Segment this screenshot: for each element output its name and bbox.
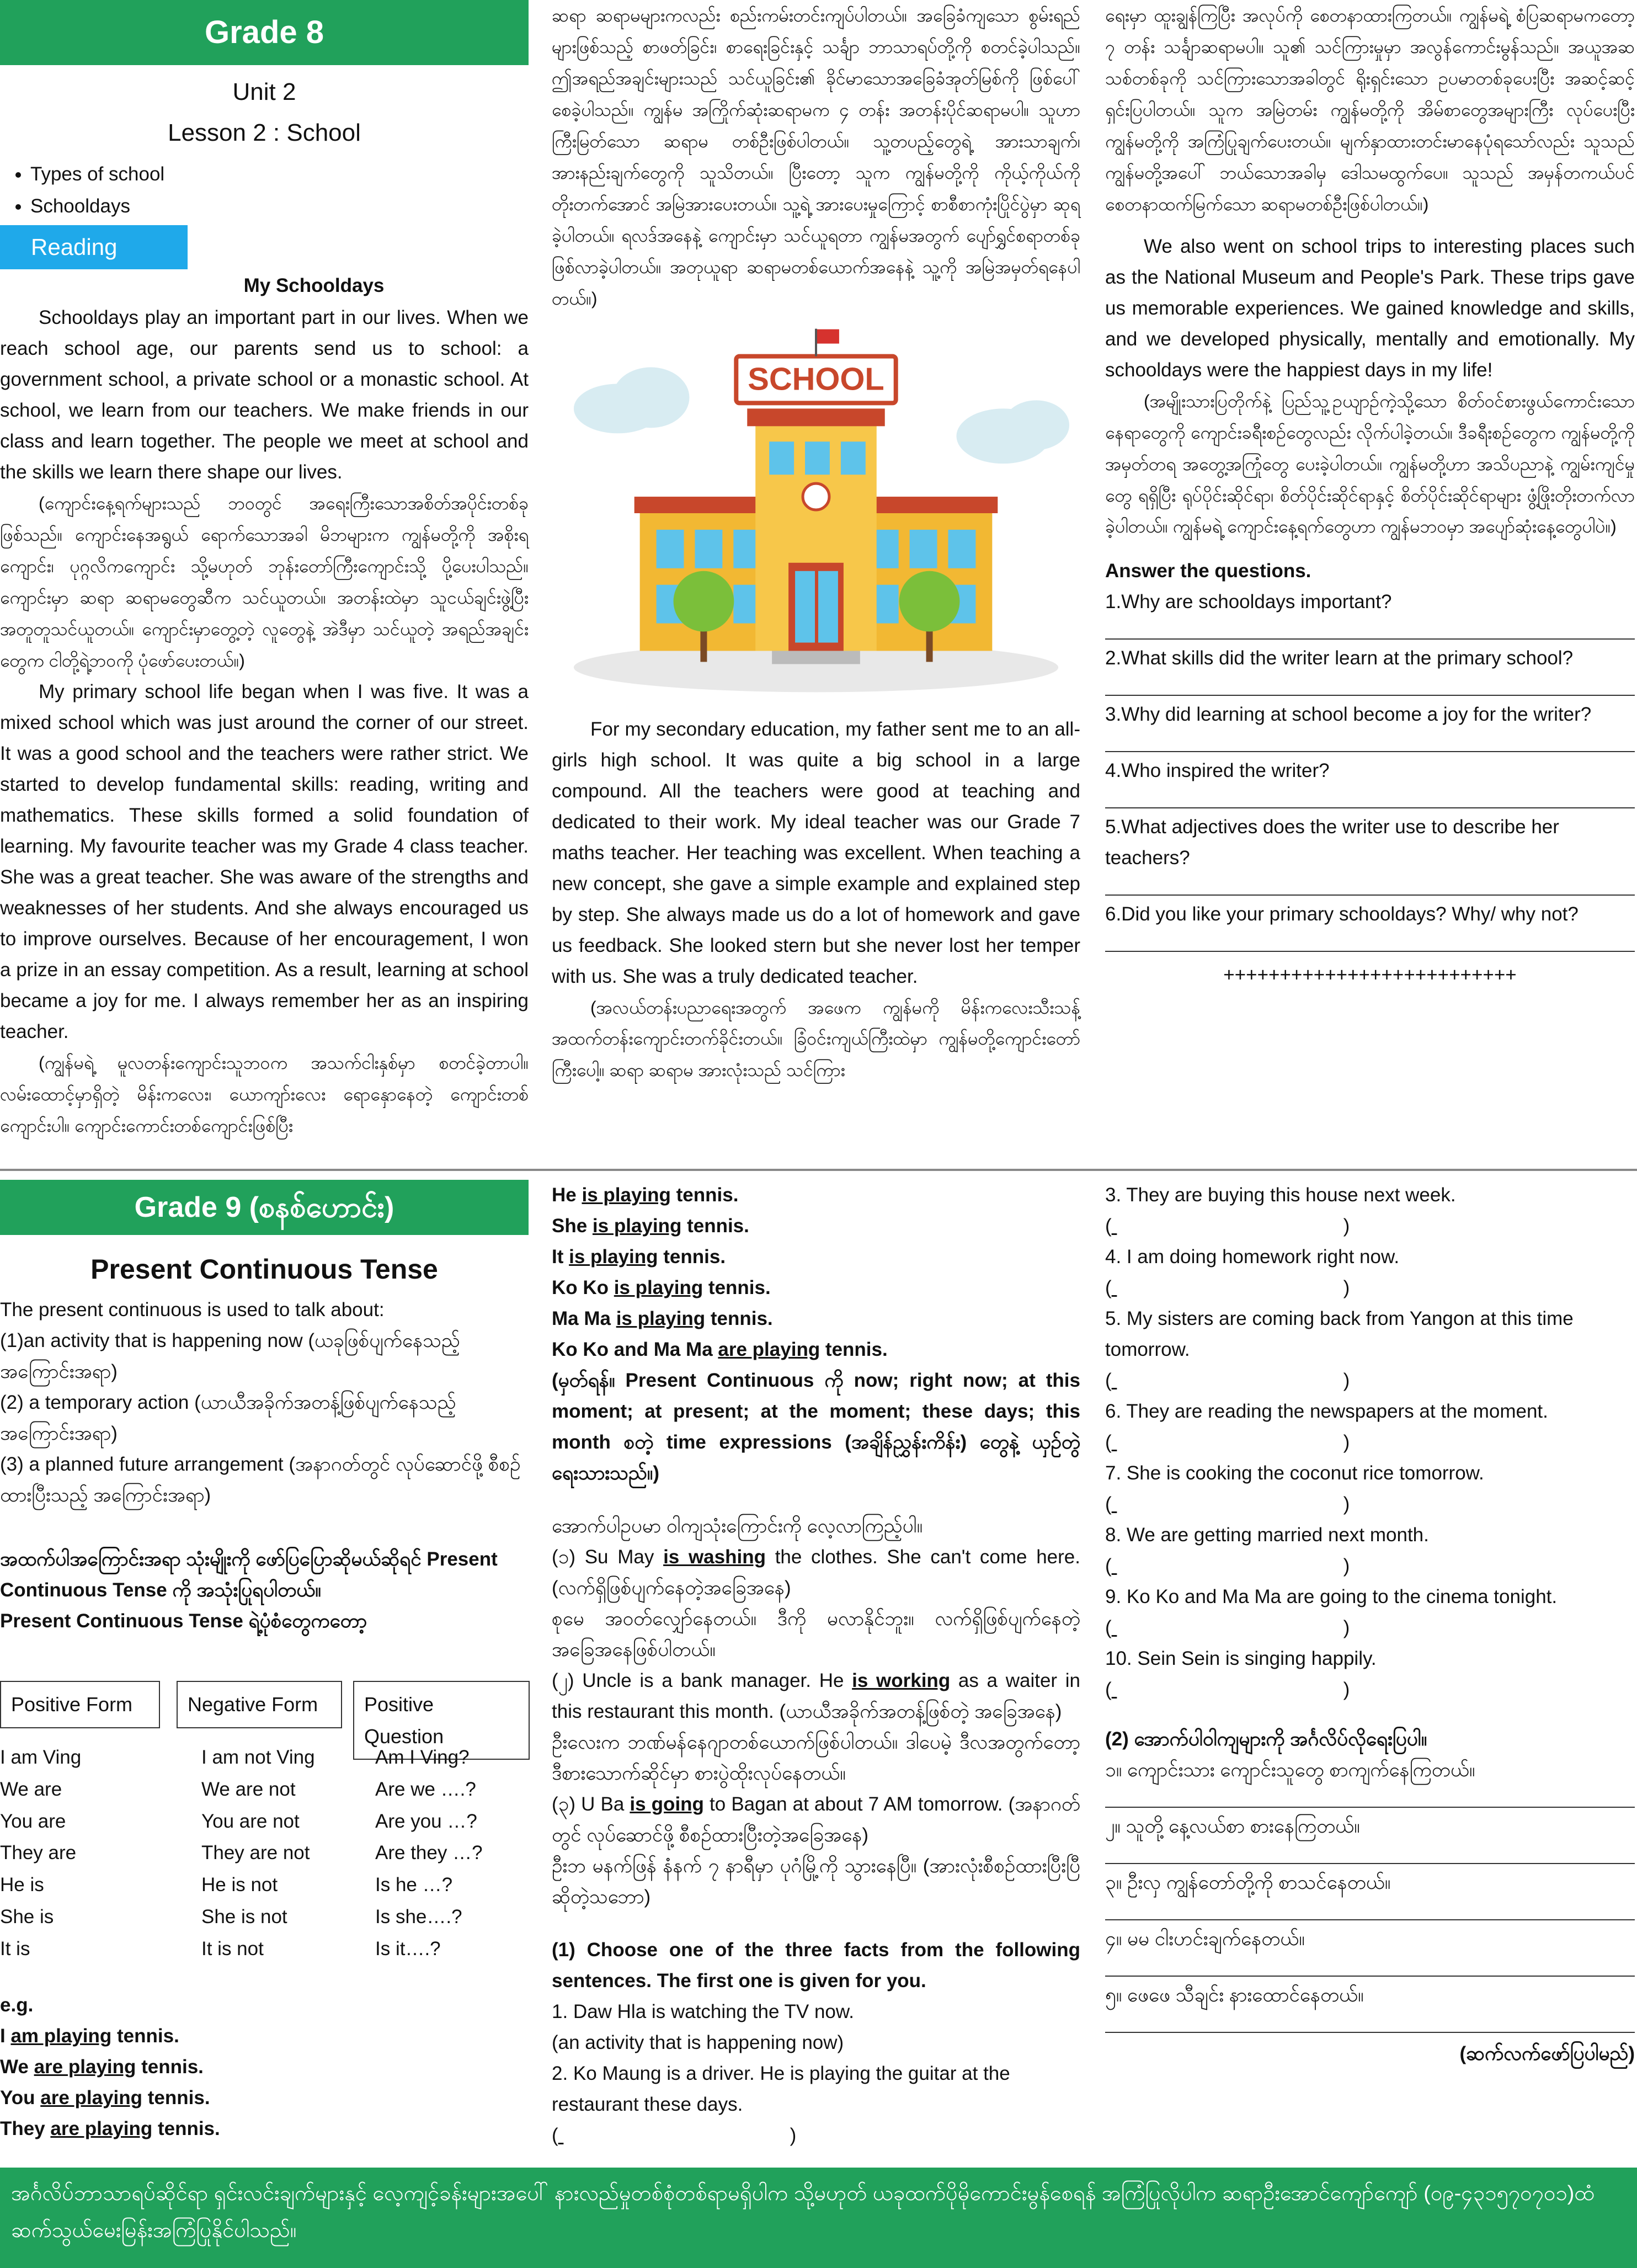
example-three: (၃) U Ba is going to Bagan at about 7 AM tomorrow. (အနာဂတ်တွင် လုပ်ဆောင်ဖို့ စီစဉ်ထားပြီးတဲ့အခြေအနေ): [552, 1793, 1080, 1846]
forms-area: [0, 1681, 529, 1990]
task1-item: 9. Ko Ko and Ma Ma are going to the cinema tonight.: [1105, 1586, 1558, 1607]
school-sign-text: SCHOOL: [748, 361, 884, 397]
cloud-shape: [612, 367, 690, 428]
time-expressions-note: (မှတ်ရန်။ Present Continuous ကို now; right now; at this moment; at present; at the moment; these days; this month စတဲ့ time expressions (အချိန်ညွှန်းကိန်း) တွေနဲ့ ယှဉ်တွဲရေးသားသည်။): [552, 1370, 1080, 1484]
paragraph-en: My primary school life began when I was five. It was a mixed school which was just around the corner of our street. It was a good school and the teachers were rather strict. We started to develop fundamental skills: reading, writing and mathematics. These skills formed a solid foundation of learning. My favourite teacher was my Grade 4 class teacher. She was a great teacher. She was aware of the strengths and weaknesses of her students. And she always encouraged us to improve ourselves. Because of her encouragement, I won a prize in an essay competition. As a result, learning at school became a joy for me. I always remember her as an inspiring teacher.: [0, 681, 529, 1042]
intro: The present continuous is used to talk about:: [0, 1299, 385, 1321]
grade8-col3: [1105, 0, 1635, 991]
question-list: [1105, 587, 1635, 952]
answer-blank[interactable]: ( ): [1105, 1277, 1350, 1298]
answer-line[interactable]: [1105, 932, 1635, 952]
form-item: They are: [0, 1842, 77, 1864]
eg-label: e.g.: [0, 1994, 34, 2016]
task1-item: 7. She is cooking the coconut rice tomorrow.: [1105, 1462, 1484, 1484]
question-item: 6.Did you like your primary schooldays? Why/ why not?: [1105, 903, 1579, 925]
task1-title: (1) Choose one of the three facts from the following sentences. The first one is given for you.: [552, 1939, 1080, 1992]
form-item: He is: [0, 1874, 44, 1896]
question-item: 4.Who inspired the writer?: [1105, 760, 1330, 782]
task1-item: 4. I am doing homework right now.: [1105, 1246, 1400, 1268]
answer-line[interactable]: [1105, 789, 1635, 808]
answer-line[interactable]: [1105, 620, 1635, 640]
form-item: Are we ….?: [375, 1778, 476, 1800]
paragraph-en: We also went on school trips to interesting places such as the National Museum and People's Park. These trips gave us memorable experiences. We gained knowledge and skills, and we developed physically, mentally and emotionally. My schooldays were the happiest days in my life!: [1105, 235, 1635, 381]
task2-item: ၃။ ဦးလှ ကျွန်တော်တို့ကို စာသင်နေတယ်။: [1105, 1872, 1391, 1893]
form-item: I am Ving: [0, 1747, 82, 1768]
form-item: He is not: [201, 1874, 278, 1896]
task2-item: ၅။ ဖေဖေ သီချင်း နားထောင်နေတယ်။: [1105, 1984, 1364, 2006]
answer-line[interactable]: [1105, 732, 1635, 752]
example-sentence: She is playing tennis.: [552, 1215, 749, 1237]
look-below: အောက်ပါဥပမာ ဝါကျသုံးကြောင်းကို လေ့လာကြည့်ပါ။: [552, 1515, 923, 1537]
questions-title: Answer the questions.: [1105, 560, 1311, 582]
form-item: She is not: [201, 1905, 287, 1928]
paragraph-en: For my secondary education, my father sent me to an all-girls high school. It was quite a big school in a large compound. All the teachers were good at teaching and dedicated to their work. My ideal teacher was our Grade 7 maths teacher. Her teaching was excellent. When teaching a new concept, she gave a simple example and explained step by step. She always made us do a lot of homework and gave us feedback. She looked stern but she never lost her temper with us. She was a truly dedicated teacher.: [552, 718, 1080, 987]
answer-blank[interactable]: ( ): [552, 2125, 797, 2146]
positive-question-header: Positive Question: [353, 1681, 530, 1760]
task2-title: (2) အောက်ပါဝါကျများကို အင်္ဂလိပ်လိုရေးပြပါ။: [1105, 1728, 1427, 1750]
tree-icon: [674, 571, 734, 631]
answer-blank[interactable]: ( ): [1105, 1215, 1350, 1237]
answer-line[interactable]: [1105, 2013, 1635, 2033]
form-item: We are: [0, 1778, 62, 1800]
section-divider: [0, 1169, 1637, 1171]
example-sentence: Ma Ma is playing tennis.: [552, 1308, 773, 1329]
answer-line[interactable]: [1105, 876, 1635, 896]
paragraph-mm: (အမျိုးသားပြတိုက်နဲ့ ပြည်သူ့ဥယျာဉ်ကဲ့သို့သော စိတ်ဝင်စားဖွယ်ကောင်းသော နေရာတွေကို ကျောင်းခရီးစဉ်တွေလည်း လိုက်ပါခဲ့တယ်။ ဒီခရီးစဉ်တွေက ကျွန်မတို့ကို အမှတ်တရ အတွေ့အကြုံတွေ ပေးခဲ့ပါတယ်။ ကျွန်မတို့ဟာ အသိပညာနဲ့ ကျွမ်းကျင်မှုတွေ ရရှိပြီး ရုပ်ပိုင်းဆိုင်ရာ၊ စိတ်ပိုင်းဆိုင်ရာနှင့် စိတ်ပိုင်းဆိုင်ရာများ ဖွံ့ဖြိုးတိုးတက်လာခဲ့ပါတယ်။ ကျွန်မရဲ့ ကျောင်းနေ့ရက်တွေဟာ ကျွန်မဘဝမှာ အပျော်ဆုံးနေ့တွေပါပဲ။): [1105, 391, 1635, 537]
form-item: I am not Ving: [201, 1747, 315, 1768]
example-sentence: Ko Ko is playing tennis.: [552, 1277, 771, 1298]
clock-icon: [803, 483, 829, 510]
form-item: Is it….?: [375, 1937, 441, 1960]
paragraph-mm: (ကျောင်းနေ့ရက်များသည် ဘဝတွင် အရေးကြီးသောအစိတ်အပိုင်းတစ်ခုဖြစ်သည်။ ကျောင်းနေအရွယ် ရောက်သောအခါ မိဘများက ကျွန်မတို့ကို အစိုးရကျောင်း၊ ပုဂ္ဂလိကကျောင်း သို့မဟုတ် ဘုန်းတော်ကြီးကျောင်းသို့ ပို့ပေးပါသည်။ ကျောင်းမှာ ဆရာ ဆရာမတွေဆီက သင်ယူတယ်။ အတန်းထဲမှာ သူငယ်ချင်းဖွဲ့ပြီး အတူတူသင်ယူတယ်။ ကျောင်းမှာတွေ့တဲ့ လူတွေနဲ့ အဲဒီမှာ သင်ယူတဲ့ အရည်အချင်းတွေက ငါတို့ရဲ့ဘဝကို ပုံဖော်ပေးတယ်။): [0, 493, 529, 671]
task2-item: ၂။ သူတို့ နေ့လယ်စာ စားနေကြတယ်။: [1105, 1816, 1360, 1837]
grade9-col2: [552, 1180, 1080, 2151]
negative-forms: [201, 1742, 315, 1964]
example-two: (၂) Uncle is a bank manager. He is working as a waiter in this restaurant this month. (ယာယီအခိုက်အတန့်ဖြစ်တဲ့ အခြေအနေ): [552, 1670, 1080, 1722]
mm-note: အထက်ပါအကြောင်းအရာ သုံးမျိုးကို ဖော်ပြပြောဆိုမယ်ဆိုရင် Present Continuous Tense ကို အသုံးပြုရပါတယ်။: [0, 1548, 498, 1601]
form-item: Are you …?: [375, 1810, 477, 1832]
form-item: Is he …?: [375, 1874, 453, 1896]
answer-line[interactable]: [1105, 1900, 1635, 1920]
windows-center: [769, 441, 866, 475]
use-item: (2) a temporary action (ယာယီအခိုက်အတန့်ဖြစ်ပျက်နေသည့် အကြောင်းအရာ): [0, 1392, 456, 1444]
lesson-title: Lesson 2 : School: [168, 119, 361, 147]
grade8-banner: Grade 8: [0, 0, 529, 65]
flag: [817, 329, 839, 343]
answer-blank[interactable]: ( ): [1105, 1617, 1350, 1638]
form-item: They are not: [201, 1842, 310, 1864]
forms-heading: Present Continuous Tense ရဲ့ပုံစံတွေကတော့: [0, 1610, 367, 1632]
form-item: Am I Ving?: [375, 1747, 470, 1768]
question-item: 3.Why did learning at school become a joy for the writer?: [1105, 704, 1592, 726]
paragraph-mm: ဆရာ ဆရာမများကလည်း စည်းကမ်းတင်းကျပ်ပါတယ်။ အခြေခံကျသော စွမ်းရည်များဖြစ်သည့် စာဖတ်ခြင်း၊ စာရေးခြင်းနှင့် သင်္ချာ ဘာသာရပ်တို့ကို စတင်ခဲ့ပါသည်။ ဤအရည်အချင်းများသည် သင်ယူခြင်း၏ ခိုင်မာသောအခြေခံအုတ်မြစ်ကို ဖြစ်ပေါ်စေခဲ့ပါသည်။ ကျွန်မ အကြိုက်ဆုံးဆရာမက ၄ တန်း အတန်းပိုင်ဆရာမပါ။ သူဟာ ကြီးမြတ်သော ဆရာမ တစ်ဦးဖြစ်ပါတယ်။ သူ့တပည့်တွေရဲ့ အားသာချက်၊ အားနည်းချက်တွေကို သူသိတယ်။ ပြီးတော့ သူက ကျွန်မတို့ကို ကိုယ့်ကိုယ်ကို တိုးတက်အောင် အမြဲအားပေးတယ်။ သူ့ရဲ့ အားပေးမှုကြောင့် စာစီစာကုံးပြိုင်ပွဲမှာ ဆုရခဲ့ပါတယ်။ ရလဒ်အနေနဲ့ ကျောင်းမှာ သင်ယူရတာ ကျွန်မအတွက် ပျော်ရွှင်စရာတစ်ခု ဖြစ်လာခဲ့ပါတယ်။ အတုယူရာ ဆရာမတစ်ယောက်အနေနဲ့ သူ့ကို အမြဲအမှတ်ရနေပါတယ်။): [552, 6, 1080, 308]
question-item: 2.What skills did the writer learn at the primary school?: [1105, 647, 1574, 669]
topic-item: • Schooldays: [30, 190, 529, 222]
task1-item: 3. They are buying this house next week.: [1105, 1184, 1456, 1206]
example-sentence: I am playing tennis.: [0, 2025, 179, 2047]
answer-blank[interactable]: ( ): [1105, 1370, 1350, 1391]
answer-line[interactable]: [1105, 1788, 1635, 1808]
task1-item: 10. Sein Sein is singing happily.: [1105, 1648, 1377, 1669]
door-glass: [818, 571, 838, 642]
example-one: (၁) Su May is washing the clothes. She can't come here. (လက်ရှိဖြစ်ပျက်နေတဲ့အခြေအနေ): [552, 1546, 1080, 1599]
reading-title: My Schooldays: [243, 275, 385, 297]
positive-forms: [0, 1742, 81, 1964]
example-sentence: They are playing tennis.: [0, 2118, 220, 2139]
task1-item: 6. They are reading the newspapers at the moment.: [1105, 1401, 1548, 1422]
task1-item: 5. My sisters are coming back from Yangon at this time tomorrow.: [1105, 1308, 1574, 1360]
question-item: 5.What adjectives does the writer use to describe her teachers?: [1105, 816, 1559, 869]
question-item: 1.Why are schooldays important?: [1105, 591, 1392, 613]
task1-item: 2. Ko Maung is a driver. He is playing the guitar at the restaurant these days.: [552, 2063, 1010, 2115]
grade9-col1: [0, 1180, 529, 2144]
task2-item: ၄။ မမ ငါးဟင်းချက်နေတယ်။: [1105, 1928, 1305, 1950]
roof-right: [860, 497, 998, 513]
reading-label: Reading: [0, 225, 188, 269]
cloud-shape: [1003, 400, 1069, 450]
roof-center: [747, 408, 884, 426]
answer-line[interactable]: [1105, 676, 1635, 696]
topic-item: • Types of school: [30, 158, 529, 190]
unit-title: Unit 2: [232, 78, 296, 105]
school-illustration: [552, 326, 1080, 701]
example-sentence: You are playing tennis.: [0, 2087, 210, 2109]
roof-left: [634, 497, 772, 513]
answer-blank[interactable]: ( ): [1105, 1679, 1350, 1700]
topic-list: [0, 158, 529, 222]
answer-blank[interactable]: ( ): [1105, 1555, 1350, 1577]
form-item: Is she….?: [375, 1905, 462, 1928]
answer-line[interactable]: [1105, 1957, 1635, 1977]
question-forms: [375, 1742, 483, 1964]
answer-blank[interactable]: ( ): [1105, 1431, 1350, 1453]
paragraph-en: Schooldays play an important part in our lives. When we reach school age, our parents send us to school: a government school, a private school or a monastic school. At school, we learn from our teachers. We make friends in our class and learn together. The people we meet at school and the skills we learn there shape our lives.: [0, 307, 529, 483]
separator: ++++++++++++++++++++++++++: [1223, 964, 1517, 986]
continued-note: (ဆက်လက်ဖော်ပြပါမည်): [1459, 2043, 1635, 2064]
example-two-mm: ဦးလေးက ဘဏ်မန်နေဂျာတစ်ယောက်ဖြစ်ပါတယ်။ ဒါပေမဲ့ ဒီလအတွက်တော့ ဒီစားသောက်ဆိုင်မှာ စားပွဲထိုးလုပ်နေတယ်။: [552, 1732, 1080, 1784]
grade9-title: Present Continuous Tense: [90, 1254, 438, 1285]
answer-blank[interactable]: ( ): [1105, 1493, 1350, 1515]
paragraph-mm: (ကျွန်မရဲ့ မူလတန်းကျောင်းသူဘဝက အသက်ငါးနှစ်မှာ စတင်ခဲ့တာပါ။ လမ်းထောင့်မှာရှိတဲ့ မိန်းကလေး၊ ယောကျာ်းလေး ရောနှောနေတဲ့ ကျောင်းတစ်ကျောင်းပါ။ ကျောင်းကောင်းတစ်ကျောင်းဖြစ်ပြီး: [0, 1053, 529, 1136]
example-sentence: We are playing tennis.: [0, 2056, 204, 2078]
contact-footer: အင်္ဂလိပ်ဘာသာရပ်ဆိုင်ရာ ရှင်းလင်းချက်များနှင့် လေ့ကျင့်ခန်းများအပေါ် နားလည်မှုတစ်စုံတစ်ရာမရှိပါက သို့မဟုတ် ယခုထက်ပိုမိုကောင်းမွန်စေရန် အကြံပြုလိုပါက ဆရာဦးအောင်ကျော်ကျော် (၀၉-၄၃၁၅၇၀၇၀၁)ထံ ဆက်သွယ်မေးမြန်းအကြံပြုနိုင်ပါသည်။: [0, 2168, 1637, 2268]
task1-item: 1. Daw Hla is watching the TV now.: [552, 2001, 854, 2022]
paragraph-mm: (အလယ်တန်းပညာရေးအတွက် အဖေက ကျွန်မကို မိန်းကလေးသီးသန့် အထက်တန်းကျောင်းတက်ခိုင်းတယ်။ ခြံဝင်းကျယ်ကြီးထဲမှာ ကျွန်မတို့ကျောင်းတော်ကြီးပေါ့။ ဆရာ ဆရာမ အားလုံးသည် သင်ကြား: [552, 997, 1080, 1080]
grade9-col3: [1105, 1180, 1635, 2069]
reading-col1: [0, 302, 529, 1142]
grade8-col1: [0, 0, 529, 1142]
form-item: We are not: [201, 1778, 296, 1800]
steps: [772, 651, 860, 664]
positive-form-header: Positive Form: [0, 1681, 160, 1728]
example-sentence: It is playing tennis.: [552, 1246, 726, 1268]
use-item: (3) a planned future arrangement (အနာဂတ်တွင် လုပ်ဆောင်ဖို့ စီစဉ်ထားပြီးသည့် အကြောင်းအရာ): [0, 1454, 521, 1506]
use-item: (1)an activity that is happening now (ယခုဖြစ်ပျက်နေသည့် အကြောင်းအရာ): [0, 1330, 460, 1382]
door-glass: [795, 571, 815, 642]
task2-item: ၁။ ကျောင်းသား ကျောင်းသူတွေ စာကျက်နေကြတယ်။: [1105, 1759, 1475, 1781]
form-item: It is not: [201, 1937, 264, 1960]
answer-line[interactable]: [1105, 1844, 1635, 1864]
grade8-col2: [552, 0, 1080, 1086]
example-one-mm: စုမေ အဝတ်လျှော်နေတယ်။ ဒီကို မလာနိုင်ဘူး။ လက်ရှိဖြစ်ပျက်နေတဲ့အခြေအနေဖြစ်ပါတယ်။: [552, 1608, 1080, 1660]
example-sentence: He is playing tennis.: [552, 1184, 739, 1206]
negative-form-header: Negative Form: [177, 1681, 342, 1728]
form-item: It is: [0, 1937, 30, 1960]
form-item: You are: [0, 1810, 66, 1832]
form-item: She is: [0, 1905, 54, 1928]
task1-answer: (an activity that is happening now): [552, 2032, 844, 2053]
example-sentence: Ko Ko and Ma Ma are playing tennis.: [552, 1339, 888, 1360]
grade9-banner: Grade 9 (စနစ်ဟောင်း): [0, 1180, 529, 1235]
task1-item: 8. We are getting married next month.: [1105, 1524, 1429, 1546]
form-item: You are not: [201, 1810, 300, 1832]
tree-icon: [899, 571, 960, 631]
example-three-mm: ဦးဘ မနက်ဖြန် နံနက် ၇ နာရီမှာ ပုဂံမြို့ကို သွားနေပြီ။ (အားလုံးစီစဉ်ထားပြီးပြီဆိုတဲ့သဘော): [552, 1855, 1080, 1908]
paragraph-mm: ရေးမှာ ထူးချွန်ကြပြီး အလုပ်ကို စေတနာထားကြတယ်။ ကျွန်မရဲ့ စံပြဆရာမကတော့ ၇ တန်း သင်္ချာဆရာမပါ။ သူ၏ သင်ကြားမှုမှာ အလွန်ကောင်းမွန်သည်။ အယူအဆသစ်တစ်ခုကို သင်ကြားသောအခါတွင် ရိုးရှင်းသော ဥပမာတစ်ခုပေးပြီး အဆင့်ဆင့်ရှင်းပြပါတယ်။ သူက အမြဲတမ်း ကျွန်မတို့ကို အိမ်စာတွေအများကြီး လုပ်ပေးပြီး ကျွန်မတို့ကို အကြံပြုချက်ပေးတယ်။ မျက်နှာထားတင်းမာနေပုံရသော်လည်း သူသည် ကျွန်မတို့အပေါ် ဘယ်သောအခါမှ ဒေါသမထွက်ပေ။ သူသည် အမှန်တကယ်ပင် စေတနာထက်မြက်သော ဆရာမတစ်ဦးဖြစ်ပါတယ်။): [1105, 6, 1635, 214]
form-item: Are they …?: [375, 1842, 483, 1864]
